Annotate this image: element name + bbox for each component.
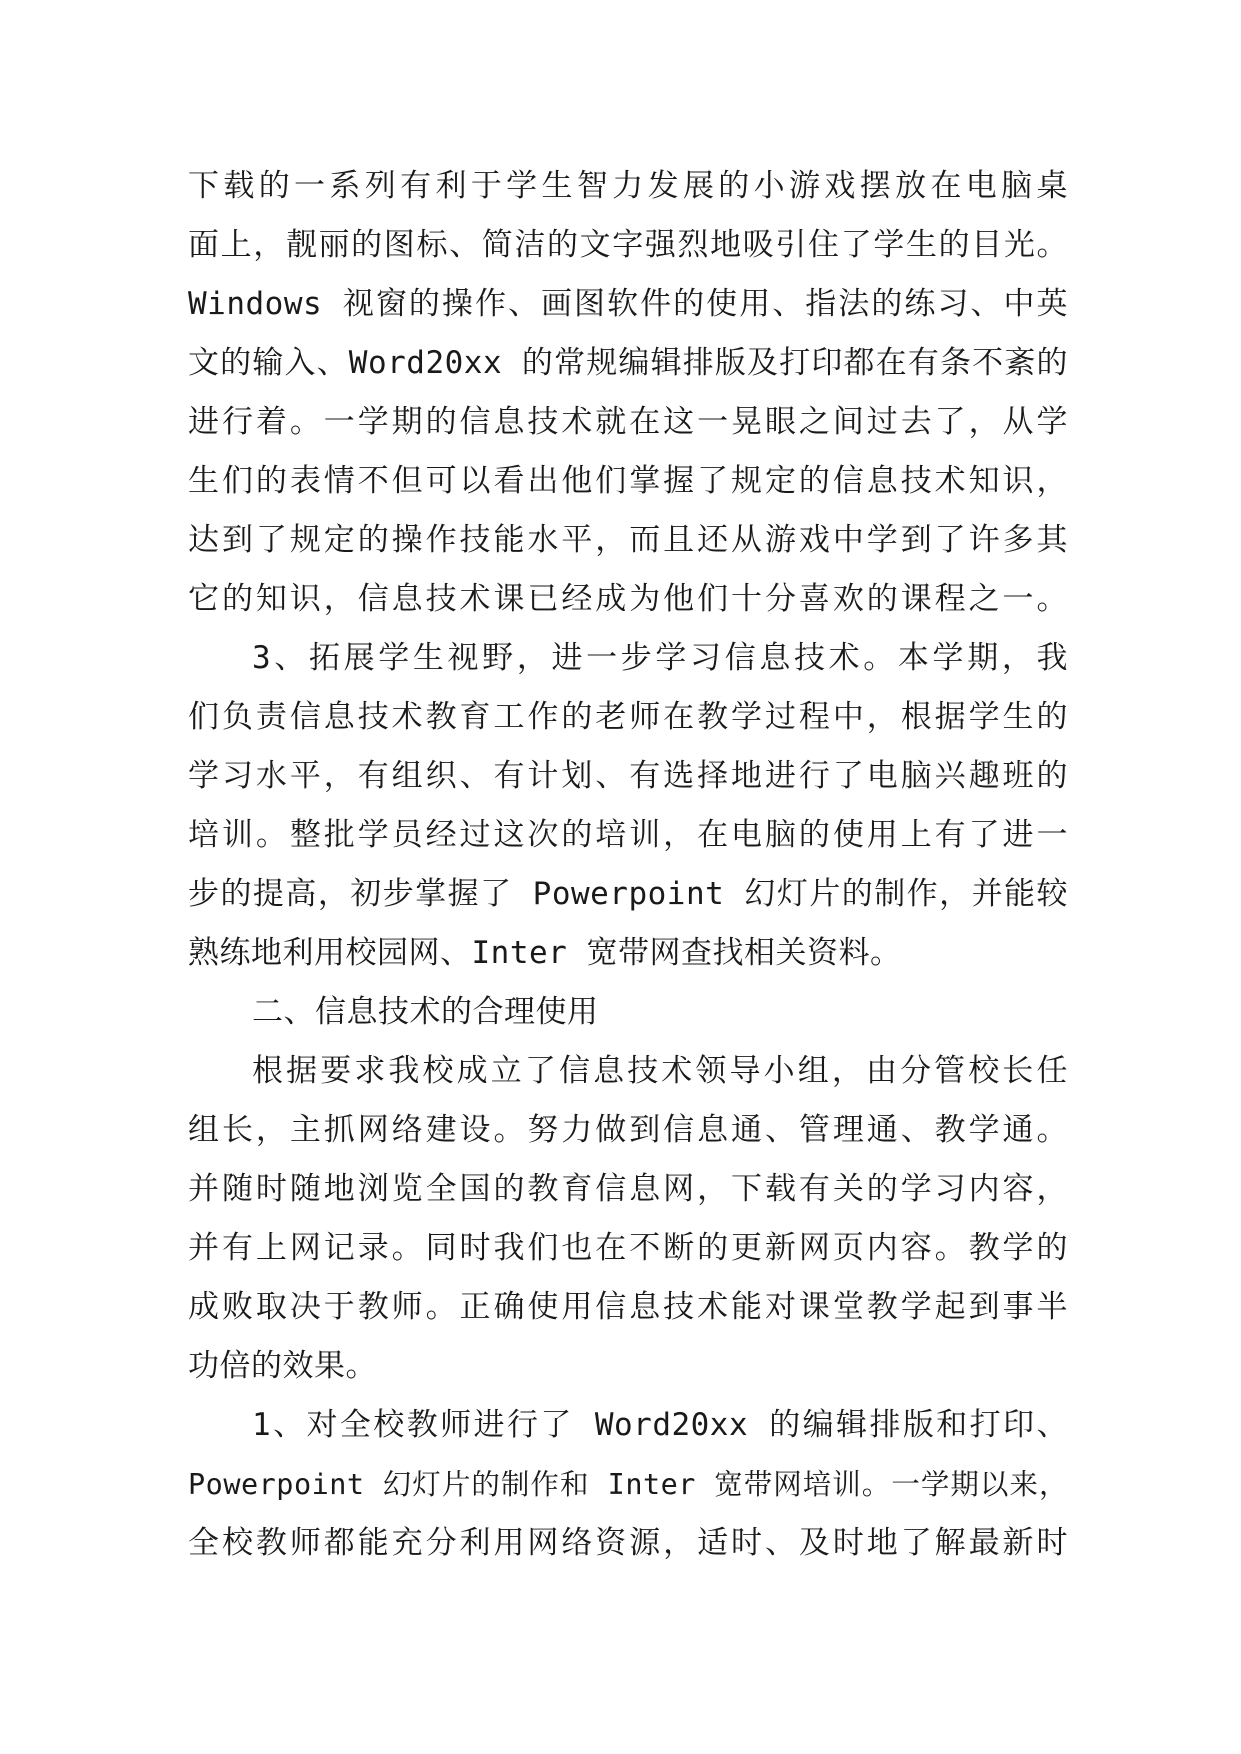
text-line: 进行着。一学期的信息技术就在这一晃眼之间过去了，从学 — [188, 404, 1068, 440]
text-line: Powerpoint 幻灯片的制作和 Inter 宽带网培训。一学期以来， — [188, 1468, 1068, 1501]
text-line: 熟练地利用校园网、Inter 宽带网查找相关资料。 — [188, 935, 902, 971]
text-line: 学习水平，有组织、有计划、有选择地进行了电脑兴趣班的 — [188, 758, 1068, 794]
text-line: 文的输入、Word20xx 的常规编辑排版及打印都在有条不紊的 — [188, 345, 1068, 381]
text-line: 并随时随地浏览全国的教育信息网，下载有关的学习内容， — [188, 1171, 1068, 1207]
text-line: 面上，靓丽的图标、简洁的文字强烈地吸引住了学生的目光。 — [188, 227, 1068, 263]
text-line: 根据要求我校成立了信息技术领导小组，由分管校长任 — [252, 1053, 1068, 1089]
text-line: 达到了规定的操作技能水平，而且还从游戏中学到了许多其 — [188, 522, 1068, 558]
text-line: 并有上网记录。同时我们也在不断的更新网页内容。教学的 — [188, 1230, 1068, 1266]
text-line: 生们的表情不但可以看出他们掌握了规定的信息技术知识， — [188, 463, 1068, 499]
text-line: 全校教师都能充分利用网络资源，适时、及时地了解最新时 — [188, 1525, 1068, 1561]
text-line: 培训。整批学员经过这次的培训，在电脑的使用上有了进一 — [188, 817, 1068, 853]
text-line: 步的提高，初步掌握了 Powerpoint 幻灯片的制作，并能较 — [188, 876, 1068, 912]
text-line: 3、拓展学生视野，进一步学习信息技术。本学期，我 — [252, 640, 1068, 676]
body-text — [188, 157, 1068, 1573]
text-line: 成败取决于教师。正确使用信息技术能对课堂教学起到事半 — [188, 1289, 1068, 1325]
text-line: Windows 视窗的操作、画图软件的使用、指法的练习、中英 — [188, 286, 1068, 322]
text-line: 二、信息技术的合理使用 — [252, 994, 599, 1030]
text-line: 们负责信息技术教育工作的老师在教学过程中，根据学生的 — [188, 699, 1068, 735]
text-line: 组长，主抓网络建设。努力做到信息通、管理通、教学通。 — [188, 1112, 1068, 1148]
text-line: 功倍的效果。 — [188, 1348, 377, 1384]
text-line: 下载的一系列有利于学生智力发展的小游戏摆放在电脑桌 — [188, 168, 1068, 204]
text-line: 它的知识，信息技术课已经成为他们十分喜欢的课程之一。 — [188, 581, 1068, 617]
text-line: 1、对全校教师进行了 Word20xx 的编辑排版和打印、 — [252, 1407, 1068, 1443]
